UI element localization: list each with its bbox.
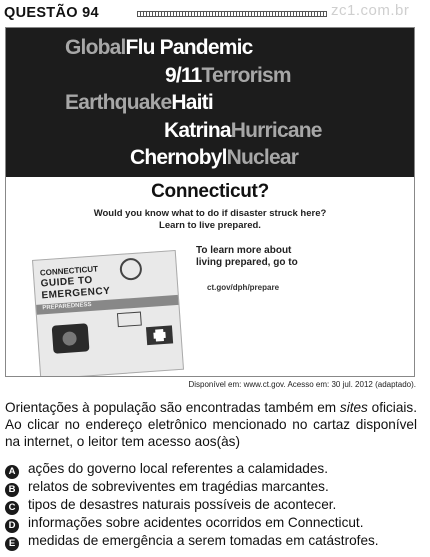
banner-line-2: 9/11Terrorism — [165, 64, 291, 87]
state-seal-icon — [119, 257, 142, 280]
poster-info-panel — [6, 177, 414, 376]
banner-line-1: GlobalFlu Pandemic — [65, 36, 253, 59]
option-text: medidas de emergência a serem tomadas em catástrofes. — [28, 533, 379, 548]
first-aid-cross-bar — [153, 332, 165, 339]
poster-url: ct.gov/dph/prepare — [207, 283, 280, 292]
poster-question-line: Would you know what to do if disaster struck here? — [93, 208, 327, 219]
guide-title-line3: EMERGENCY — [41, 285, 111, 302]
guide-title-line1: CONNECTICUT — [39, 264, 99, 278]
question-title: QUESTÃO 94 — [4, 5, 99, 21]
phone-icon — [117, 312, 142, 328]
question-header — [4, 2, 426, 24]
emergency-guide-booklet — [32, 250, 184, 377]
guide-title-line2: GUIDE TO — [40, 274, 94, 290]
banner-line-3: EarthquakeHaiti — [65, 91, 213, 114]
poster-tagline: Learn to live prepared. — [159, 220, 261, 231]
option-text: informações sobre acidentes ocorridos em Connecticut. — [28, 515, 364, 530]
source-citation: Disponível em: www.ct.gov. Acesso em: 30 jul. 2012 (adaptado). — [188, 380, 416, 389]
option-text: tipos de desastres naturais possíveis de acontecer. — [28, 497, 337, 512]
poster-connecticut-title: Connecticut? — [151, 181, 269, 202]
watermark: zc1.com.br — [331, 2, 410, 19]
poster-learn-more-line1: To learn more about — [196, 245, 292, 256]
header-rule — [137, 11, 327, 17]
option-text: relatos de sobreviventes em tragédias marcantes. — [28, 479, 329, 494]
option-letter-badge: B — [5, 483, 19, 497]
option-d[interactable] — [5, 515, 363, 533]
option-b[interactable] — [5, 479, 329, 497]
banner-line-4: KatrinaHurricane — [164, 119, 322, 142]
option-text: ações do governo local referentes a calamidades. — [28, 461, 328, 476]
poster-disaster-banner — [6, 28, 414, 177]
poster-learn-more-line2: living prepared, go to — [196, 257, 298, 268]
option-letter-badge: A — [5, 465, 19, 479]
question-stem: Orientações à população são encontradas também em sites oficiais. Ao clicar no endereço eletrônico mencionado no cartaz disponível na internet, o leitor tem acesso aos(às) — [5, 400, 417, 449]
option-a[interactable] — [5, 461, 328, 479]
poster — [5, 27, 415, 377]
option-letter-badge: C — [5, 501, 19, 515]
banner-line-5: ChernobylNuclear — [130, 146, 299, 169]
option-c[interactable] — [5, 497, 336, 515]
option-letter-badge: E — [5, 537, 19, 551]
option-e[interactable] — [5, 533, 379, 551]
guide-band-label: PREPAREDNESS — [42, 301, 92, 312]
option-letter-badge: D — [5, 519, 19, 533]
